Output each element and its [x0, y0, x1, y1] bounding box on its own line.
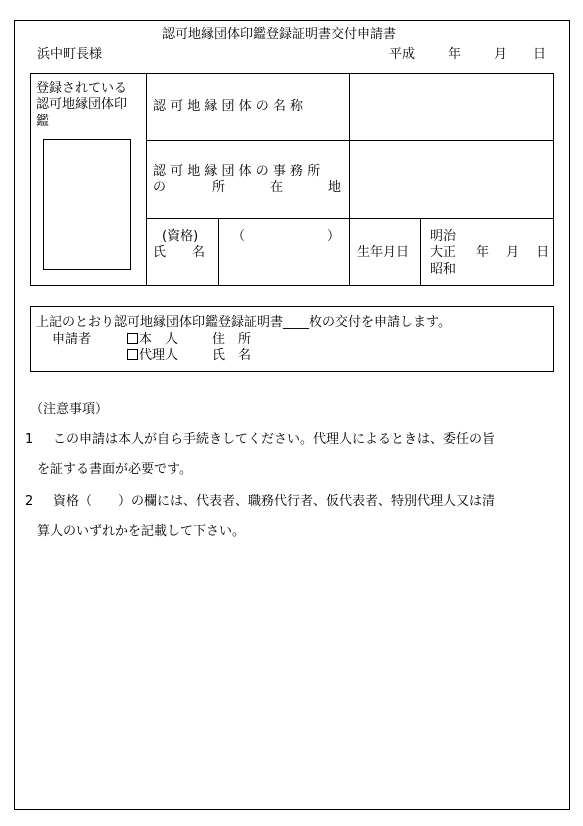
applicant-address-label: 住 所 [212, 332, 252, 347]
note-number: 2 [25, 494, 34, 509]
note-text: 資格（ ）の欄には、代表者、職務代行者、仮代表者、特別代理人又は清 [53, 494, 496, 509]
office-label: 認 可 地 縁 団 体 の 事 務 所 [153, 164, 321, 179]
note-text: を証する書面が必要です。 [37, 462, 192, 477]
table-divider [146, 73, 147, 286]
org-name-field[interactable] [351, 75, 551, 138]
birth-ymd: 年 月 日 [476, 245, 550, 260]
representative-name-label: 氏 名 [153, 245, 206, 260]
addressee: 浜中町長様 [37, 47, 103, 62]
table-divider [420, 218, 421, 286]
office-address-field[interactable] [351, 142, 551, 216]
date-year: 年 [448, 47, 462, 62]
office-label: の [153, 180, 167, 195]
option-agent[interactable]: 代理人 [127, 348, 178, 364]
birthdate-label: 生年月日 [357, 245, 410, 260]
date-era: 平成 [389, 47, 416, 62]
era-showa: 昭和 [430, 262, 457, 277]
org-name-label: 認 可 地 縁 団 体 の 名 称 [153, 99, 304, 114]
table-divider [146, 218, 554, 219]
note-number: 1 [25, 432, 34, 447]
application-text: 上記のとおり認可地縁団体印鑑登録証明書____枚の交付を申請します。 [36, 315, 451, 330]
office-label: 地 [328, 180, 342, 195]
era-meiji: 明治 [430, 229, 457, 244]
office-label: 在 [270, 180, 284, 195]
table-divider [349, 73, 350, 286]
form-title: 認可地縁団体印鑑登録証明書交付申請書 [162, 27, 397, 42]
applicant-name-label: 氏 名 [212, 348, 252, 363]
seal-label: 鑑 [36, 114, 50, 129]
seal-impression-box [43, 139, 131, 270]
office-label: 所 [212, 180, 226, 195]
date-day: 日 [533, 47, 547, 62]
seal-label: 認可地縁団体印 [36, 97, 128, 112]
applicant-label: 申請者 [52, 332, 92, 347]
note-text: 算人のいずれかを記載して下さい。 [37, 524, 246, 539]
table-divider [218, 218, 219, 286]
era-taisho: 大正 [430, 245, 457, 260]
representative-name-field[interactable] [220, 220, 347, 284]
date-month: 月 [494, 47, 508, 62]
qualification-label: (資格) [162, 229, 199, 244]
paren-close: ） [327, 229, 341, 244]
option-self[interactable]: 本 人 [127, 332, 178, 348]
checkbox[interactable] [127, 349, 138, 360]
paren-open: （ [232, 229, 246, 244]
notes-heading: （注意事項） [30, 402, 109, 417]
checkbox[interactable] [127, 333, 138, 344]
note-text: この申請は本人が自ら手続きしてください。代理人によるときは、委任の旨 [53, 432, 496, 447]
table-divider [146, 140, 554, 141]
seal-label: 登録されている [36, 81, 128, 96]
